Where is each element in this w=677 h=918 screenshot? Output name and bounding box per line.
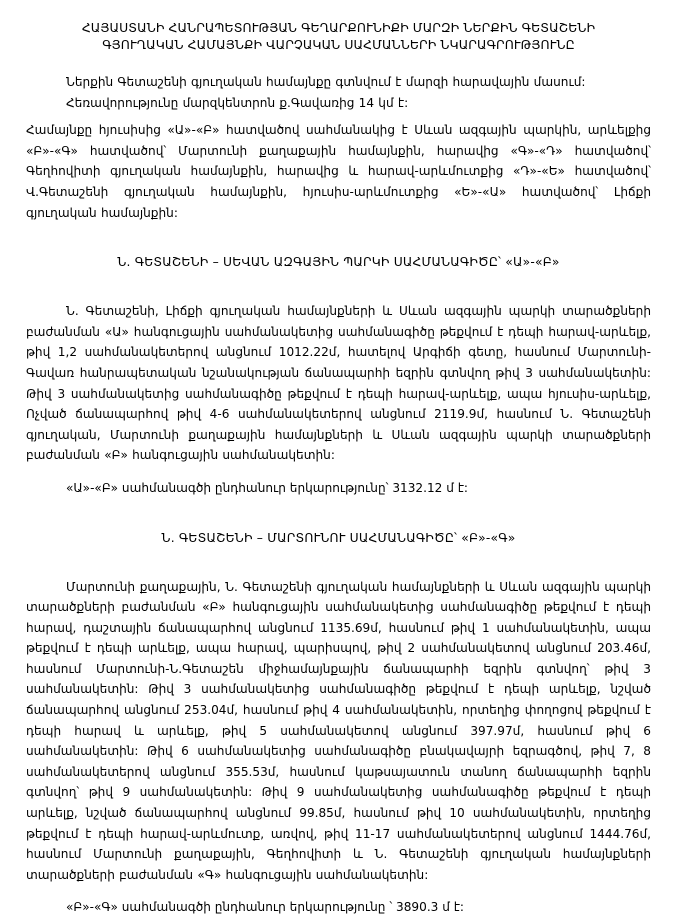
boundary-overview-paragraph: Համայնքը հյուսիսից «Ա»-«Բ» հատվածով սահմանակից է Սևան ազգային պարկին, արևելքից «Բ»-«Գ» հատվածով՝ Մարտունի քաղաքային համայնքին, հարավից «Գ»-«Դ» հատվածով՝ Գեղհովիտի գյուղական համայնքին, հարավից և հարավ-արևմուտքից «Դ»-«Ե» հատվածով՝ Վ.Գետաշենի գյուղական համայնքին, հյուսիս-արևմուտքից «Ե»-«Ա» հատվածով՝ Լիճքի գյուղական համայնքին:: [26, 123, 651, 220]
document-title: [26, 20, 651, 53]
section-a-b-total: «Ա»-«Բ» սահմանագծի ընդհանուր երկարությունը՝ 3132.12 մ է:: [66, 480, 469, 495]
section-heading-a-b: Ն. ԳԵՏԱՇԵՆԻ – ՍԵՎԱՆ ԱԶԳԱՅԻՆ ՊԱՐԿԻ ՍԱՀՄԱՆԱԳԻԾԸ՝ «Ա»-«Բ»: [117, 255, 560, 270]
intro-paragraph-1: Ներքին Գետաշենի գյուղական համայնքը գտնվում է մարզի հարավային մասում:: [66, 75, 586, 89]
intro-paragraph-2: Հեռավորությունը մարզկենտրոն ք.Գավառից 14 կմ է:: [66, 95, 409, 110]
document-title-line-2: ԳՅՈՒՂԱԿԱՆ ՀԱՄԱՅՆՔԻ ՎԱՐՉԱԿԱՆ ՍԱՀՄԱՆՆԵՐԻ ՆԿԱՐԱԳՐՈՒԹՅՈՒՆԸ: [102, 36, 575, 52]
section-b-g-total: «Բ»-«Գ» սահմանագծի ընդհանուր երկարությունը ՝ 3890.3 մ է:: [66, 900, 465, 915]
section-b-g-body: Մարտունի քաղաքային, Ն. Գետաշենի գյուղական համայնքների և Սևան ազգային պարկի տարածքների բաժանման «Բ» հանգուցային սահմանակետից սահմանագիծը թեքվում է դեպի հարավ, դաշտային ճանապարհով անցնում 1135.69մ, հասնում թիվ 1 սահմանակետին, ապա թեքվում է դեպի արևելք, ապա հարավ, պարիսպով, թիվ 2 սահմանակետով անցնում 203.46մ, հասնում Մարտունի-Ն.Գետաշեն միջհամայնքային ճանապարհի եզրին գտնվող՝ թիվ 3 սահմանակետին: Թիվ 3 սահմանակետից սահմանագիծը թեքվում է դեպի արևելք, նշված ճանապարհով անցնում 253.04մ, հասնում թիվ 4 սահմանակետին, որտեղից փողոցով թեքվում է դեպի հարավ և արևելք, թիվ 5 սահմանակետով անցնում 397.97մ, հասնում թիվ 6 սահմանակետին: Թիվ 6 սահմանակետից սահմանագիծը բնակավայրի եզրագծով, թիվ 7, 8 սահմանակետերով անցնում 355.53մ, հասնում կաթսայատուն տանող ճանապարհի եզրին գտնվող՝ թիվ 9 սահմանակետին: Թիվ 9 սահմանակետից սահմանագիծը թեքվում է դեպի արևելք, նշված ճանապարհով անցնում 99.85մ, հասնում թիվ 10 սահմանակետին, որտեղից թեքվում է դեպի հարավ-արևմուտք, առվով, թիվ 11-17 սահմանակետերով անցնում 1444.76մ, հասնում Մարտունի քաղաքային, Գեղհովիտի և Ն. Գետաշենի գյուղական համայնքների տարածքների բաժանման «Գ» հանգուցային սահմանակետին:: [26, 579, 651, 882]
section-a-b-body: Ն. Գետաշենի, Լիճքի գյուղական համայնքների և Սևան ազգային պարկի տարածքների բաժանման «Ա» հանգուցային սահմանակետից սահմանագիծը թեքվում է դեպի հարավ-արևելք, թիվ 1,2 սահմանակետերով անցնում 1012.22մ, հատելով Արգիճի գետը, հասնում Մարտունի-Գավառ հանրապետական նշանակության ճանապարհի եզրին գտնվող թիվ 3 սահմանակետին: Թիվ 3 սահմանակետից սահմանագիծը թեքվում է դեպի հարավ-արևելք, ապա հյուսիս-արևելք, Ոչված ճանապարհով թիվ 4-6 սահմանակետերով անցնում 2119.9մ, հասնում Ն. Գետաշենի գյուղական, Մարտունի քաղաքային համայնքների և Սևան ազգային պարկի տարածքների բաժանման «Բ» հանգուցային սահմանակետին:: [26, 304, 651, 463]
section-heading-b-g: Ն. ԳԵՏԱՇԵՆԻ – ՄԱՐՏՈՒՆՈՒ ՍԱՀՄԱՆԱԳԻԾԸ՝ «Բ»-«Գ»: [161, 530, 516, 545]
document-title-line-1: ՀԱՅԱՍՏԱՆԻ ՀԱՆՐԱՊԵՏՈՒԹՅԱՆ ԳԵՂԱՐՔՈՒՆԻՔԻ ՄԱՐԶԻ ՆԵՐՔԻՆ ԳԵՏԱՇԵՆԻ: [81, 20, 596, 35]
